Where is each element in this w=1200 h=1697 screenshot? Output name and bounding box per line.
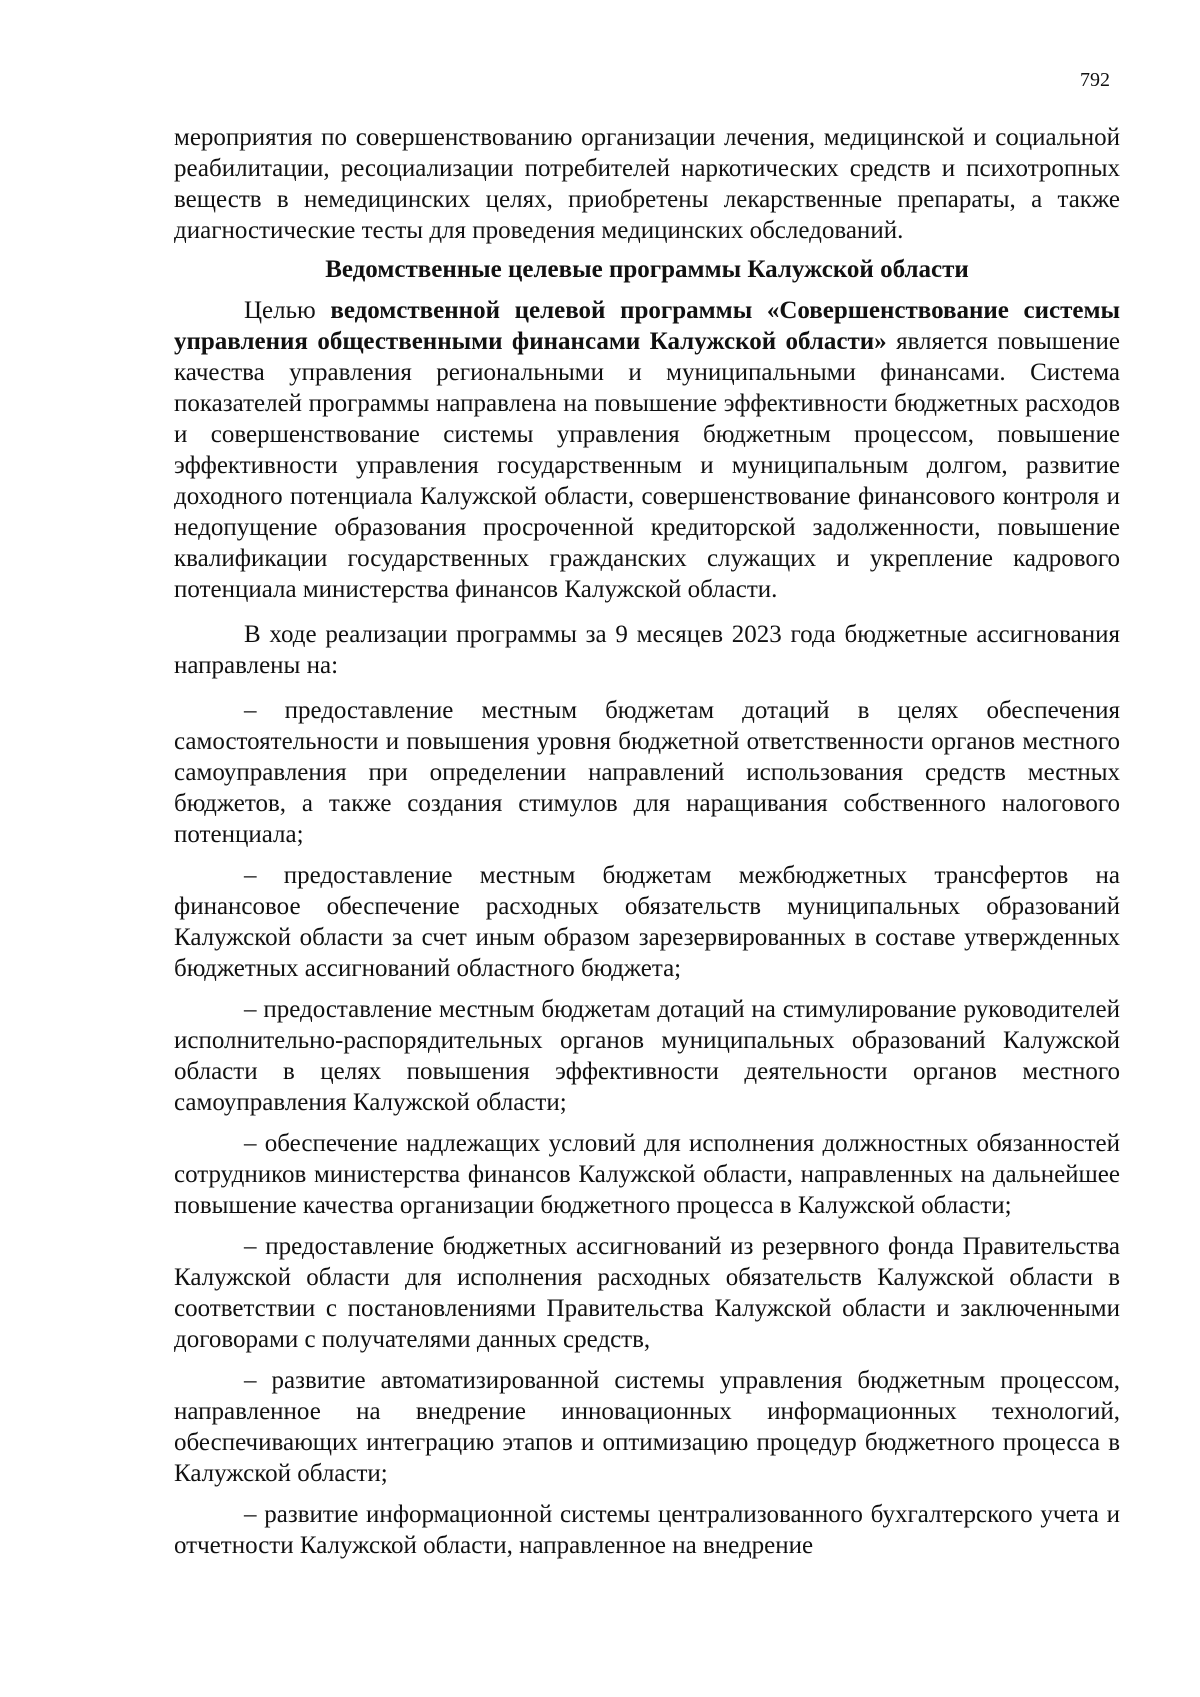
section-heading: Ведомственные целевые программы Калужской области (325, 256, 969, 283)
intro-paragraph: мероприятия по совершенствованию организации лечения, медицинской и социальной реабилитации, ресоциализации потребителей наркотических средств и психотропных веществ в немедицинских целях, приобретены лекарственные препараты, а также диагностические тесты для проведения медицинских обследований. (174, 124, 1120, 244)
allocation-item: – предоставление местным бюджетам дотаций на стимулирование руководителей исполнительно-распорядительных органов муниципальных образований Калужской области в целях повышения эффективности деятельности органов местного самоуправления Калужской области; (174, 996, 1120, 1116)
program-lead: Целью (244, 297, 331, 324)
allocation-intro: В ходе реализации программы за 9 месяцев 2023 года бюджетные ассигнования направлены на: (174, 621, 1120, 679)
allocation-item: – предоставление бюджетных ассигнований из резервного фонда Правительства Калужской области для исполнения расходных обязательств Калужской области в соответствии с постановлениями Правительства Калужской области и заключенными договорами с получателями данных средств, (174, 1233, 1120, 1353)
allocation-item: – предоставление местным бюджетам межбюджетных трансфертов на финансовое обеспечение расходных обязательств муниципальных образований Калужской области за счет иным образом зарезервированных в составе утвержденных бюджетных ассигнований областного бюджета; (174, 862, 1120, 982)
allocation-item: – предоставление местным бюджетам дотаций в целях обеспечения самостоятельности и повышения уровня бюджетной ответственности органов местного самоуправления при определении направлений использования средств местных бюджетов, а также создания стимулов для наращивания собственного налогового потенциала; (174, 697, 1120, 848)
allocation-item: – обеспечение надлежащих условий для исполнения должностных обязанностей сотрудников министерства финансов Калужской области, направленных на дальнейшее повышение качества организации бюджетного процесса в Калужской области; (174, 1130, 1120, 1219)
program-description: является повышение качества управления региональными и муниципальными финансами. Система показателей программы направлена на повышение эффективности бюджетных расходов и совершенствование системы управления бюджетным процессом, повышение эффективности управления государственным и муниципальным долгом, развитие доходного потенциала Калужской области, совершенствование финансового контроля и недопущение образования просроченной кредиторской задолженности, повышение квалификации государственных гражданских служащих и укрепление кадрового потенциала министерства финансов Калужской области. (174, 328, 1120, 603)
allocation-item: – развитие автоматизированной системы управления бюджетным процессом, направленное на внедрение инновационных информационных технологий, обеспечивающих интеграцию этапов и оптимизацию процедур бюджетного процесса в Калужской области; (174, 1367, 1120, 1487)
document-body (174, 122, 1120, 1561)
allocation-item: – развитие информационной системы централизованного бухгалтерского учета и отчетности Калужской области, направленное на внедрение (174, 1501, 1120, 1559)
program-name: ведомственной целевой программы «Совершенствование системы управления общественными финансами Калужской области» (174, 297, 1120, 355)
page-number: 792 (1080, 69, 1110, 91)
program-paragraph (174, 295, 1120, 605)
